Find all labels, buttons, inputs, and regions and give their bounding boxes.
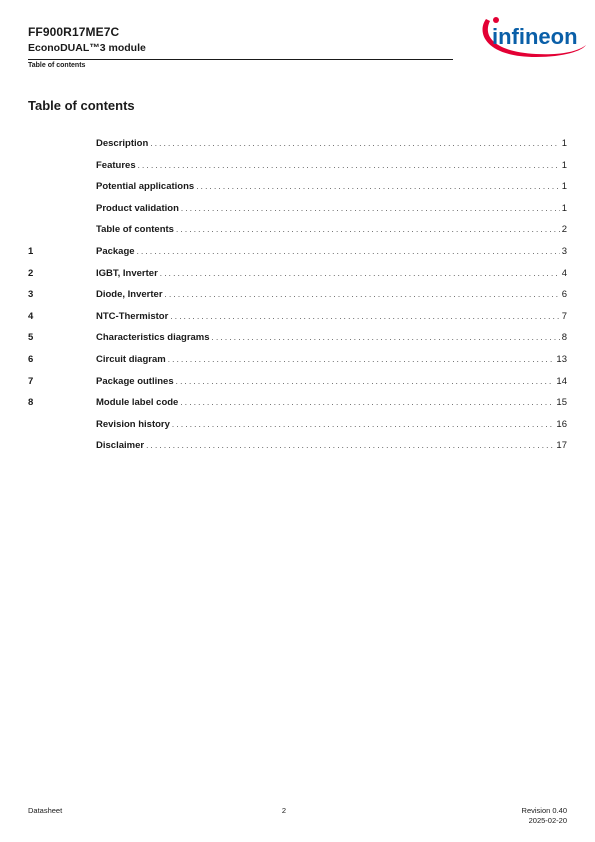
toc-entry-line: [96, 242, 567, 262]
toc-entry[interactable]: [28, 199, 567, 221]
toc-entry-label[interactable]: Disclaimer: [96, 440, 145, 452]
toc-entry-label[interactable]: Product validation: [96, 202, 179, 214]
toc-entry-number: 5: [28, 332, 34, 344]
toc-entry-number: 7: [28, 375, 34, 387]
toc-entry-page[interactable]: 7: [561, 310, 567, 322]
toc-entry-line: [96, 372, 567, 392]
toc-entry-line: [96, 220, 567, 240]
document-subtitle: EconoDUAL™3 module: [28, 42, 146, 54]
header-divider: [28, 59, 453, 60]
toc-entry-label[interactable]: Features: [96, 159, 136, 171]
toc-entry[interactable]: [28, 285, 567, 307]
toc-entry-page[interactable]: 3: [561, 245, 567, 257]
toc-heading: Table of contents: [28, 98, 135, 113]
toc-entry[interactable]: [28, 436, 567, 458]
toc-entry-page[interactable]: 17: [556, 440, 567, 452]
toc-dot-leader: [150, 134, 559, 154]
toc-dot-leader: [138, 156, 560, 176]
toc-dot-leader: [180, 393, 554, 413]
toc-entry[interactable]: [28, 372, 567, 394]
toc-entry-line: [96, 328, 567, 348]
toc-dot-leader: [196, 177, 560, 197]
toc-entry-page[interactable]: 6: [561, 289, 567, 301]
toc-entry-number: 2: [28, 267, 34, 279]
footer-doc-type: Datasheet: [28, 806, 63, 815]
toc-entry-label[interactable]: Circuit diagram: [96, 353, 166, 365]
toc-entry-label[interactable]: Package outlines: [96, 375, 174, 387]
toc-entry[interactable]: [28, 177, 567, 199]
toc-entry-label[interactable]: Package: [96, 245, 135, 257]
toc-dot-leader: [172, 415, 555, 435]
toc-entry[interactable]: [28, 328, 567, 350]
toc-entry-page[interactable]: 16: [556, 418, 567, 430]
toc-dot-leader: [165, 285, 560, 305]
toc-entry-page[interactable]: 8: [561, 332, 567, 344]
document-title: FF900R17ME7C: [28, 25, 120, 39]
toc-dot-leader: [181, 199, 560, 219]
toc-entry-label[interactable]: Module label code: [96, 397, 179, 409]
toc-entry-label[interactable]: IGBT, Inverter: [96, 267, 158, 279]
footer-revision-block: [522, 806, 567, 826]
toc-dot-leader: [176, 372, 555, 392]
table-of-contents: [28, 134, 567, 458]
toc-entry-label[interactable]: Description: [96, 138, 149, 149]
toc-entry-page[interactable]: 13: [556, 353, 567, 365]
toc-entry-line: [96, 177, 567, 197]
toc-dot-leader: [137, 242, 560, 262]
toc-entry-line: [96, 199, 567, 219]
toc-dot-leader: [176, 220, 560, 240]
header-section-label: Table of contents: [28, 62, 86, 69]
infineon-logo-icon: [476, 11, 588, 61]
toc-entry[interactable]: [28, 264, 567, 286]
toc-entry[interactable]: [28, 350, 567, 372]
toc-entry[interactable]: [28, 307, 567, 329]
toc-entry[interactable]: [28, 415, 567, 437]
toc-entry-page[interactable]: 2: [561, 224, 567, 236]
toc-entry-line: [96, 156, 567, 176]
toc-dot-leader: [212, 328, 560, 348]
toc-entry[interactable]: [28, 393, 567, 415]
toc-entry-label[interactable]: Characteristics diagrams: [96, 332, 210, 344]
toc-entry-line: [96, 264, 567, 284]
footer-date: 2025-02-20: [528, 816, 567, 825]
toc-entry-number: 1: [28, 245, 34, 257]
toc-entry-line: [96, 134, 567, 154]
toc-entry-number: 3: [28, 289, 34, 301]
toc-entry-number: 8: [28, 397, 34, 409]
toc-entry-line: [96, 350, 567, 370]
toc-entry[interactable]: [28, 242, 567, 264]
toc-entry-page[interactable]: 15: [556, 397, 567, 409]
toc-entry-number: 4: [28, 310, 34, 322]
toc-entry-number: 6: [28, 353, 34, 365]
footer-page-number: 2: [281, 806, 287, 815]
logo-wordmark: infineon: [492, 24, 578, 49]
toc-dot-leader: [168, 350, 555, 370]
toc-entry-line: [96, 307, 567, 327]
toc-entry[interactable]: [28, 134, 567, 156]
toc-entry-page[interactable]: 1: [561, 138, 567, 149]
toc-entry-label[interactable]: Table of contents: [96, 224, 174, 236]
toc-entry-label[interactable]: Potential applications: [96, 181, 195, 193]
toc-entry-page[interactable]: 14: [556, 375, 567, 387]
toc-entry-label[interactable]: Revision history: [96, 418, 170, 430]
toc-entry-page[interactable]: 1: [561, 159, 567, 171]
footer-revision: Revision 0.40: [521, 806, 567, 815]
toc-dot-leader: [160, 264, 560, 284]
toc-dot-leader: [146, 436, 554, 456]
toc-entry-label[interactable]: NTC-Thermistor: [96, 310, 169, 322]
toc-entry-line: [96, 436, 567, 456]
toc-dot-leader: [170, 307, 559, 327]
toc-entry[interactable]: [28, 156, 567, 178]
toc-entry[interactable]: [28, 220, 567, 242]
toc-entry-line: [96, 415, 567, 435]
toc-entry-line: [96, 393, 567, 413]
toc-entry-label[interactable]: Diode, Inverter: [96, 289, 163, 301]
toc-entry-page[interactable]: 4: [561, 267, 567, 279]
toc-entry-page[interactable]: 1: [561, 181, 567, 193]
toc-entry-line: [96, 285, 567, 305]
toc-entry-page[interactable]: 1: [561, 202, 567, 214]
